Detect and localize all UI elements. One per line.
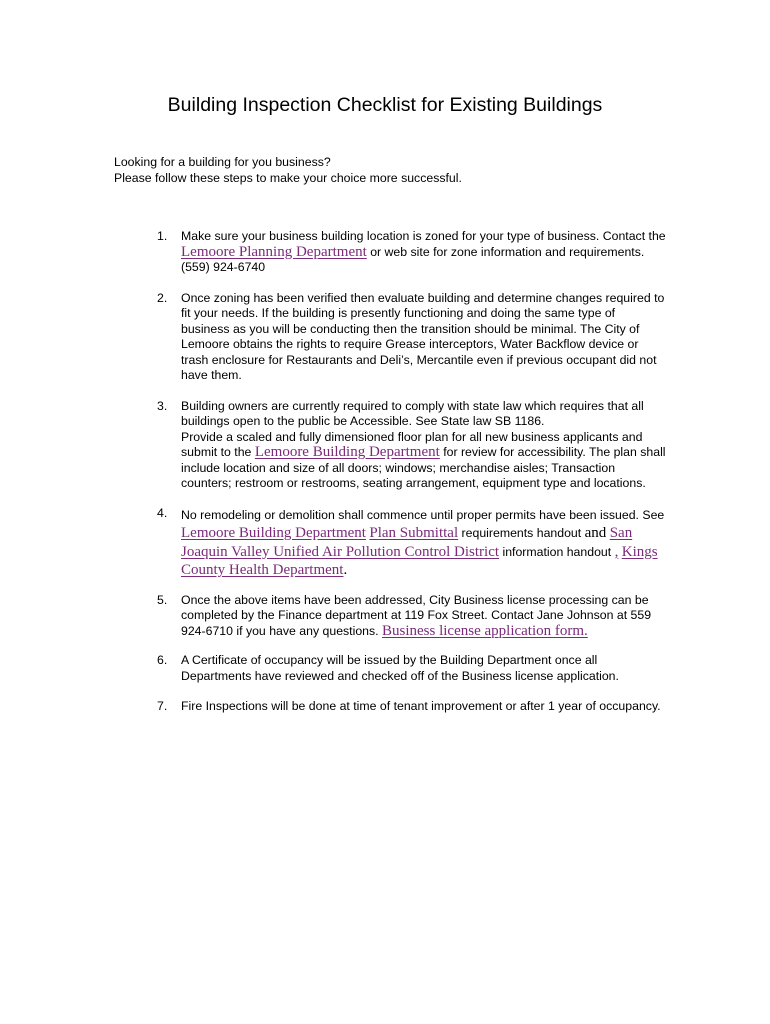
lemoore-building-department-link[interactable]: Lemoore Building Department (181, 525, 366, 541)
step-number: 1. (157, 229, 168, 243)
intro-paragraph (114, 155, 674, 186)
step-text-part: Once the above items have been addressed, City Business license processing can be completed by the Finance department at 119 Fox Street. Contact Jane Johnson at 559 924-6710 if you have any questions. (181, 592, 652, 638)
lemoore-planning-department-link[interactable]: Lemoore Planning Department (181, 243, 367, 260)
step-number: 4. (157, 505, 168, 520)
step-text-part: and (584, 525, 607, 541)
step-number: 7. (157, 699, 168, 713)
step-text-part: Provide a scaled and fully dimensioned floor plan for all new business applicants and submit to the (181, 429, 643, 459)
step-item-5 (147, 593, 667, 640)
step-number: 3. (157, 398, 168, 413)
step-text (181, 593, 667, 640)
comma-link[interactable]: , (614, 543, 619, 560)
step-text (181, 399, 667, 492)
kings-county-health-department-link[interactable]: Kings County Health Department (181, 543, 658, 578)
step-item-3 (147, 399, 667, 492)
intro-line-2: Please follow these steps to make your choice more successful. (114, 170, 462, 185)
step-number: 6. (157, 653, 168, 667)
step-text-part: for review for accessibility. The plan shall include location and size of all doors; windows; merchandise aisles; Transaction counters; restroom or restrooms, seating arrangement, equipment type and locations. (181, 445, 666, 490)
step-text (181, 506, 667, 580)
step-text-part: requirements handout (458, 526, 585, 540)
lemoore-building-department-link[interactable]: Lemoore Building Department (254, 444, 440, 460)
step-text-part: information handout (499, 544, 615, 559)
step-number: 5. (157, 592, 168, 607)
page-title: Building Inspection Checklist for Existing Buildings (167, 94, 603, 116)
step-text-part: Make sure your business building location is zoned for your type of business. Contact the (181, 229, 666, 243)
step-text-part: No remodeling or demolition shall commence until proper permits have been issued. See (181, 507, 665, 522)
step-item-2 (147, 291, 667, 384)
step-item-1 (147, 229, 667, 276)
intro-line-1: Looking for a building for you business? (114, 155, 331, 169)
step-item-4 (147, 506, 667, 580)
business-license-application-link[interactable]: Business license application form. (382, 622, 588, 639)
step-text-part: . (343, 562, 348, 578)
plan-submittal-link[interactable]: Plan Submittal (369, 525, 459, 541)
step-text: A Certificate of occupancy will be issued by the Building Department once all Departments have reviewed and checked off of the Business license application. (181, 653, 619, 683)
step-text: Fire Inspections will be done at time of tenant improvement or after 1 year of occupancy. (181, 699, 661, 713)
step-text (181, 229, 667, 276)
step-item-7 (147, 699, 667, 715)
steps-list (147, 229, 667, 728)
air-pollution-control-district-link[interactable]: San Joaquin Valley Unified Air Pollution Control District (181, 525, 633, 560)
step-text: Once zoning has been verified then evaluate building and determine changes required to fit your needs. If the building is presently functioning and doing the same type of business as you will be conducting then the transition should be minimal. The City of Lemoore obtains the rights to require Grease interceptors, Water Backflow device or trash enclosure for Restaurants and Deli’s, Mercantile even if previous occupant did not have them. (181, 290, 665, 382)
step-number: 2. (157, 290, 168, 305)
step-text-part: Building owners are currently required to comply with state law which requires that all buildings open to the public be Accessible. See State law SB 1186. (181, 398, 644, 428)
step-text-part: or web site for zone information and requirements. (559) 924-6740 (181, 244, 645, 274)
step-item-6 (147, 653, 667, 684)
